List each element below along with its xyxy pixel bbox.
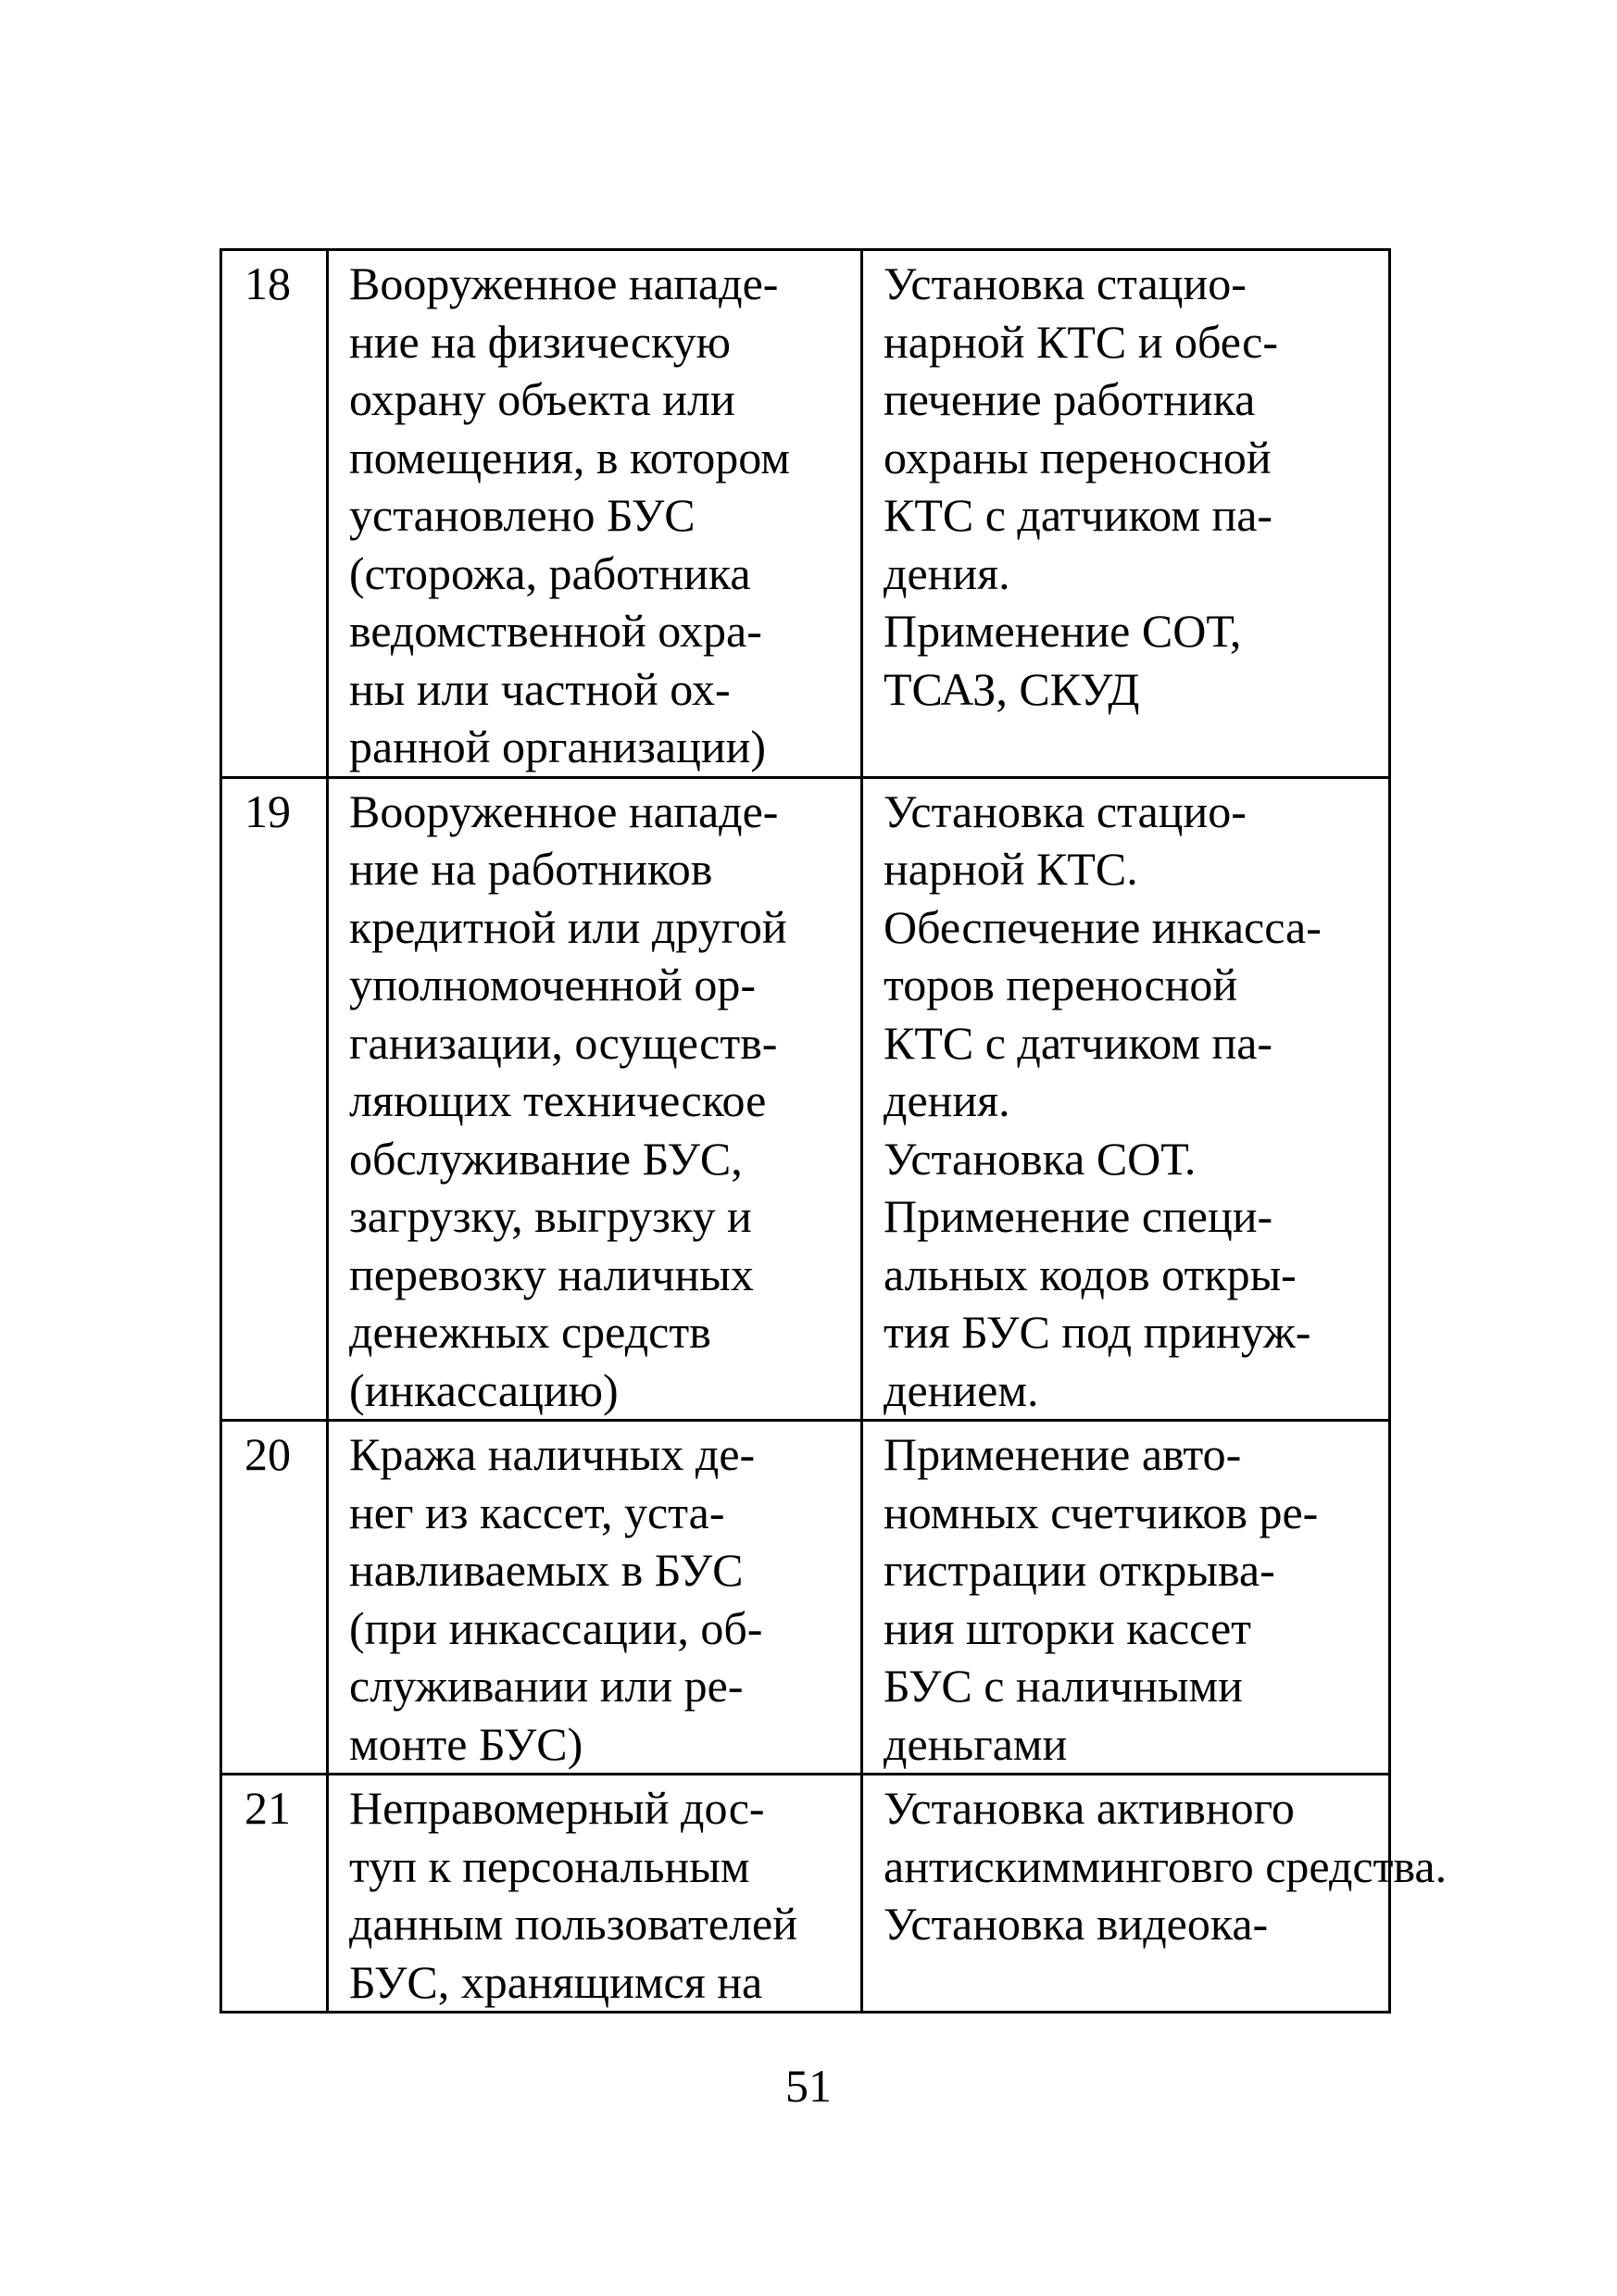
table-row	[221, 1421, 1390, 1775]
threat-line: уполномоченной ор-	[349, 959, 756, 1010]
threat-line: (инкассацию)	[349, 1363, 619, 1416]
row-number: 19	[221, 777, 328, 1421]
measures-cell	[862, 1775, 1448, 2013]
measure-line: антискимминговго средства.	[884, 1839, 1448, 1892]
measures-cell	[862, 250, 1390, 778]
threat-line: монте БУС)	[349, 1717, 583, 1770]
measures-cell	[862, 777, 1390, 1421]
threat-line: (при инкассации, об-	[349, 1601, 763, 1654]
measure-line: торов переносной	[884, 959, 1238, 1010]
threat-line: перевозку наличных	[349, 1248, 754, 1300]
measure-line: Применение специ-	[884, 1190, 1273, 1242]
measure-line: деньгами	[884, 1717, 1068, 1770]
threat-line: данным пользователей	[349, 1898, 797, 1950]
measure-line: Применение авто-	[884, 1428, 1242, 1480]
threat-line: Неправомерный дос-	[349, 1782, 765, 1834]
table-row	[221, 1775, 1390, 2013]
threats-table	[219, 248, 1448, 2014]
measure-line: Применение СОТ,	[884, 605, 1242, 657]
threat-cell	[328, 250, 862, 778]
measure-line: Установка стацио-	[884, 784, 1247, 837]
measure-line: ния шторки кассет	[884, 1601, 1252, 1654]
measure-line: Установка активного	[884, 1782, 1295, 1834]
measure-line: тия БУС под принуж-	[884, 1306, 1311, 1358]
threat-line: загрузку, выгрузку и	[349, 1190, 752, 1242]
threat-line: Вооруженное нападе-	[349, 784, 779, 837]
threat-line: ганизации, осуществ-	[349, 1016, 778, 1069]
measure-line: Установка СОТ.	[884, 1132, 1197, 1185]
measure-line: нарной КТС.	[884, 843, 1138, 895]
row-number: 21	[221, 1775, 328, 2013]
threat-line: ние на работников	[349, 843, 713, 895]
measure-line: дения.	[884, 546, 1010, 599]
threat-line: денежных средств	[349, 1306, 711, 1358]
threat-line: ны или частной ох-	[349, 662, 731, 715]
threat-line: охрану объекта или	[349, 373, 735, 425]
threat-cell	[328, 1775, 862, 2013]
threat-cell	[328, 777, 862, 1421]
row-number: 20	[221, 1421, 328, 1775]
threat-line: ляющих техническое	[349, 1074, 767, 1126]
table-row	[221, 250, 1390, 778]
measure-line: печение работника	[884, 373, 1256, 425]
threat-line: обслуживание БУС,	[349, 1132, 743, 1185]
threat-line: туп к персональным	[349, 1839, 750, 1892]
measure-line: охраны переносной	[884, 431, 1272, 483]
threat-line: служивании или ре-	[349, 1660, 744, 1712]
threat-cell	[328, 1421, 862, 1775]
threat-line: ние на физическую	[349, 315, 732, 368]
threat-line: кредитной или другой	[349, 900, 787, 953]
threat-line: Вооруженное нападе-	[349, 257, 779, 309]
measure-line: нарной КТС и обес-	[884, 315, 1279, 368]
measure-line: Установка видеока-	[884, 1898, 1269, 1950]
measure-line: дением.	[884, 1363, 1039, 1416]
page-number: 51	[785, 2060, 832, 2112]
measure-line: ТСАЗ, СКУД	[884, 662, 1140, 715]
threat-line: ранной организации)	[349, 721, 767, 772]
measure-line: БУС с наличными	[884, 1660, 1243, 1712]
threat-line: БУС, хранящимся на	[349, 1955, 763, 2008]
measure-line: гистрации открыва-	[884, 1544, 1275, 1596]
measure-line: Установка стацио-	[884, 257, 1247, 309]
measure-line: КТС с датчиком па-	[884, 1016, 1273, 1069]
measure-line: Обеспечение инкасса-	[884, 900, 1322, 953]
row-number: 18	[221, 250, 328, 778]
threat-line: ведомственной охра-	[349, 605, 762, 657]
table-row	[221, 777, 1390, 1421]
threat-line: помещения, в котором	[349, 431, 790, 483]
threat-line: установлено БУС	[349, 489, 696, 541]
threat-line: нег из кассет, уста-	[349, 1486, 725, 1538]
measure-line: дения.	[884, 1074, 1010, 1126]
threat-line: (сторожа, работника	[349, 546, 751, 599]
threat-line: Кража наличных де-	[349, 1428, 756, 1480]
measures-cell	[862, 1421, 1390, 1775]
measure-line: номных счетчиков ре-	[884, 1486, 1319, 1538]
measure-line: альных кодов откры-	[884, 1248, 1297, 1300]
threat-line: навливаемых в БУС	[349, 1544, 744, 1596]
measure-line: КТС с датчиком па-	[884, 489, 1273, 541]
